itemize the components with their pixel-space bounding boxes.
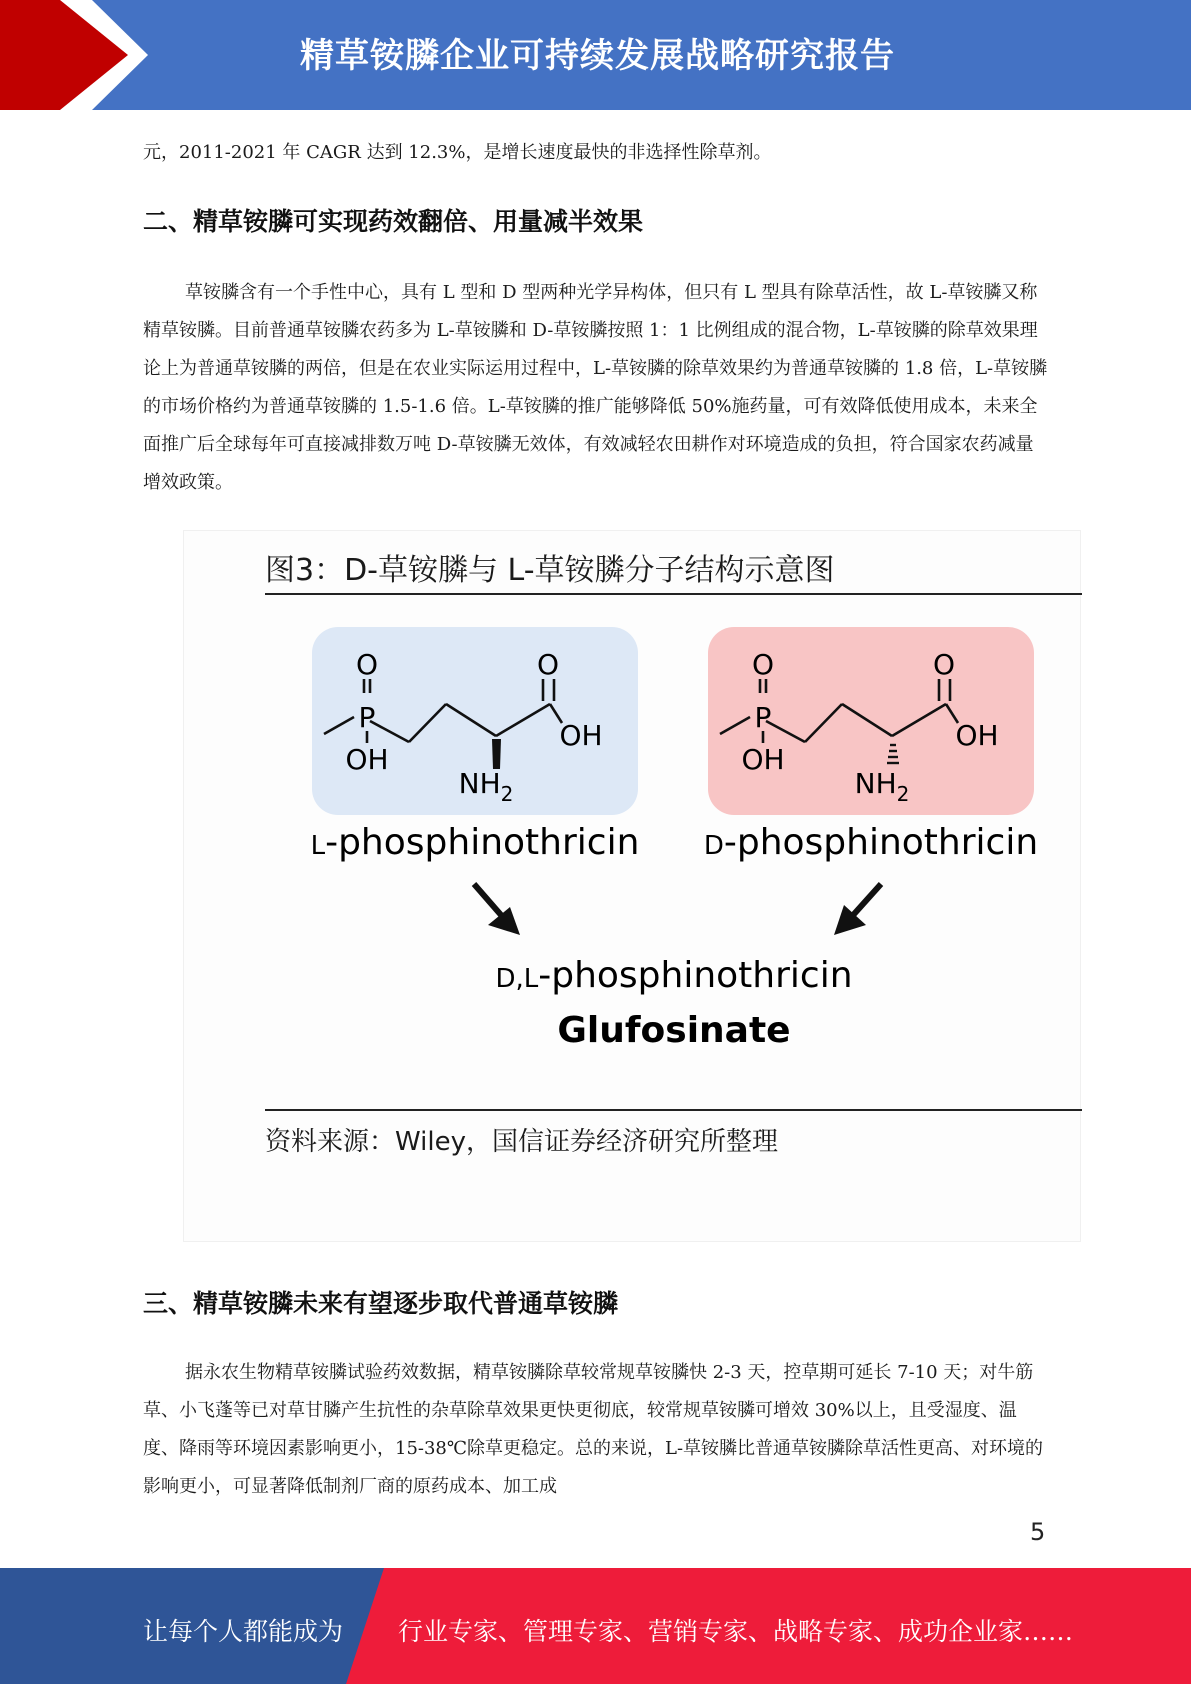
l-atom-o-top: O bbox=[355, 648, 379, 681]
d-atom-o-acid: O bbox=[932, 648, 956, 681]
arrow-right-icon bbox=[834, 884, 881, 935]
d-atom-oh-acid: OH bbox=[955, 719, 999, 752]
l-atom-p: P bbox=[358, 701, 376, 734]
d-molecule bbox=[708, 627, 1034, 815]
figure-source: 资料来源：Wiley，国信证券经济研究所整理 bbox=[265, 1127, 778, 1157]
report-title: 精草铵膦企业可持续发展战略研究报告 bbox=[300, 36, 895, 76]
glufosinate-label: Glufosinate bbox=[557, 1010, 791, 1051]
l-atom-o-acid: O bbox=[536, 648, 560, 681]
l-atom-nh2: $NH_2$ bbox=[458, 767, 514, 806]
figure-title: 图3：D-草铵膦与 L-草铵膦分子结构示意图 bbox=[265, 553, 835, 588]
section3-paragraph: 据永农生物精草铵膦试验药效数据，精草铵膦除草较常规草铵膦快 2-3 天，控草期可延长 7-10 天；对牛筋草、小飞蓬等已对草甘膦产生抗性的杂草除草效果更快更彻底，较常规草铵膦可增效 30%以上，且受湿度、温度、降雨等环境因素影响更小，15-38℃除草更稳定。总的来说，L-草铵膦比普通草铵膦除草活性更高、对环境的影响更小，可显著降低制剂厂商的原药成本、加工成 bbox=[143, 1362, 1044, 1497]
molecule-diagram bbox=[184, 531, 1082, 1111]
intro-line: 元，2011-2021 年 CAGR 达到 12.3%，是增长速度最快的非选择性除草剂。 bbox=[143, 142, 772, 163]
l-molecule-label: L-phosphinothricin bbox=[310, 822, 640, 863]
figure-bottom-rule bbox=[265, 1109, 1082, 1111]
report-footer bbox=[0, 1568, 1191, 1684]
section2-heading: 二、精草铵膦可实现药效翻倍、用量减半效果 bbox=[143, 207, 644, 236]
l-atom-oh-acid: OH bbox=[559, 719, 603, 752]
d-atom-nh2: $NH_2$ bbox=[854, 767, 910, 806]
section2-paragraph: 草铵膦含有一个手性中心，具有 L 型和 D 型两种光学异构体，但只有 L 型具有除草活性，故 L-草铵膦又称精草铵膦。目前普通草铵膦农药多为 L-草铵膦和 D-草铵膦按照 1：1 比例组成的混合物，L-草铵膦的除草效果理论上为普通草铵膦的两倍，但是在农业实际运用过程中，L-草铵膦的除草效果约为普通草铵膦的 1.8 倍，L-草铵膦的市场价格约为普通草铵膦的 1.5-1.6 倍。L-草铵膦的推广能够降低 50%施药量，可有效降低使用成本，未来全面推广后全球每年可直接减排数万吨 D-草铵膦无效体，有效减轻农田耕作对环境造成的负担，符合国家农药减量增效政策。 bbox=[143, 282, 1048, 493]
footer-slogan-right: 行业专家、管理专家、营销专家、战略专家、成功企业家…… bbox=[398, 1617, 1074, 1646]
l-atom-oh-left: OH bbox=[345, 743, 389, 776]
section3-heading: 三、精草铵膦未来有望逐步取代普通草铵膦 bbox=[143, 1289, 619, 1318]
footer-slogan-left: 让每个人都能成为 bbox=[143, 1617, 344, 1646]
molecule-figure bbox=[183, 530, 1081, 1242]
d-molecule-label: D-phosphinothricin bbox=[703, 822, 1039, 863]
racemate-label: D,L-phosphinothricin bbox=[495, 955, 853, 996]
d-atom-oh-left: OH bbox=[741, 743, 785, 776]
report-header bbox=[0, 0, 1191, 110]
header-chevron-icon bbox=[0, 0, 160, 110]
l-molecule bbox=[312, 627, 638, 815]
d-atom-o-top: O bbox=[751, 648, 775, 681]
d-atom-p: P bbox=[754, 701, 772, 734]
page-number: 5 bbox=[1030, 1518, 1046, 1546]
arrow-left-icon bbox=[474, 884, 520, 935]
